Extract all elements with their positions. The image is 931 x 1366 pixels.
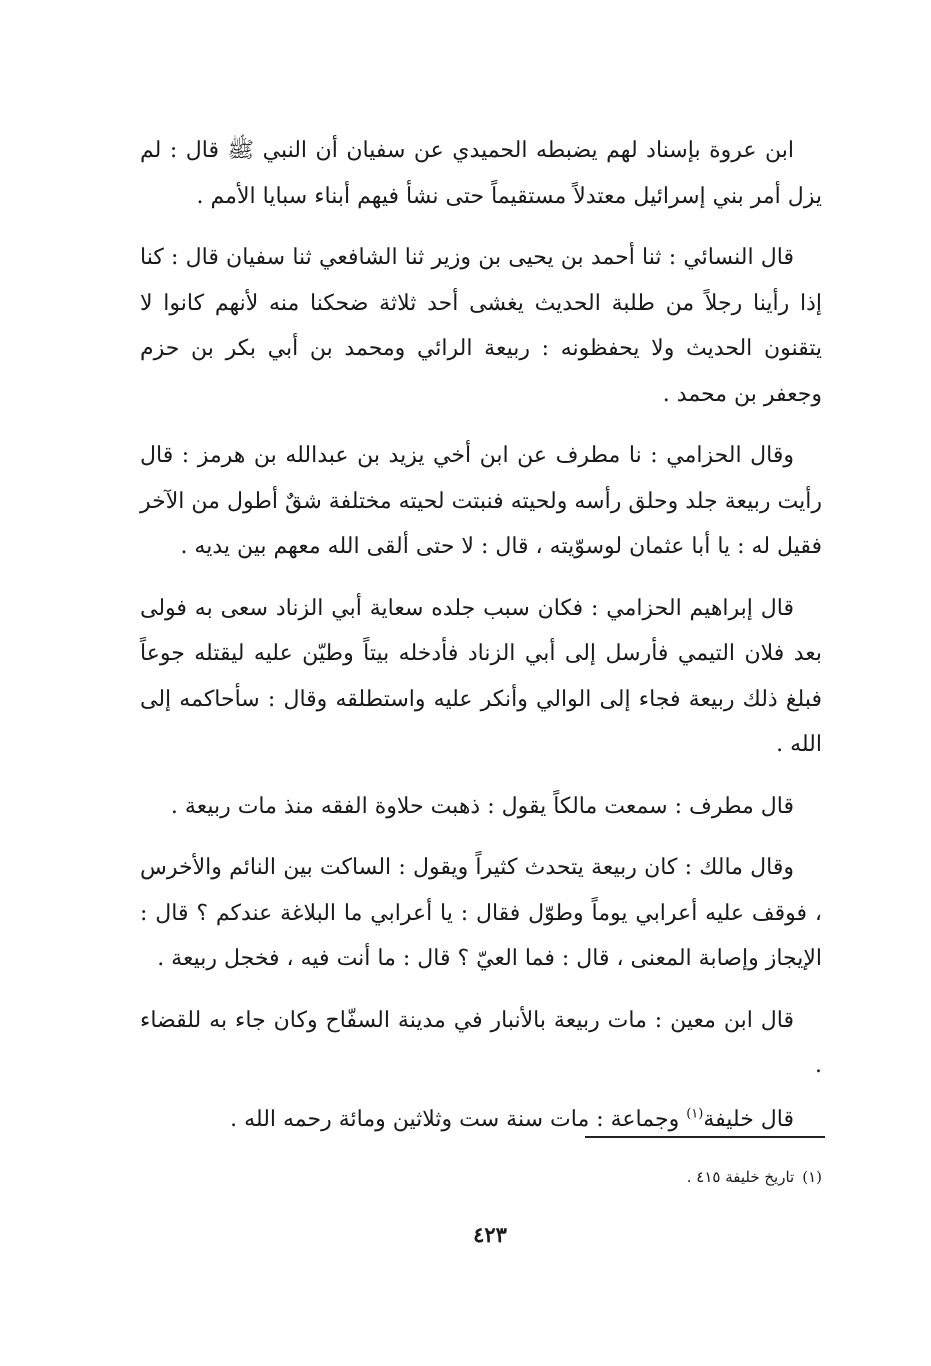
paragraph-8-end: وجماعة : مات سنة ست وثلاثين ومائة رحمه الله .: [230, 1106, 687, 1132]
paragraph-1: ابن عروة بإسناد لهم يضبطه الحميدي عن سفيان أن النبي ﷺ قال : لم يزل أمر بني إسرائيل معتدلاً مستقيماً حتى نشأ فيهم أبناء سبايا الأمم .: [140, 138, 822, 209]
paragraph-4: قال إبراهيم الحزامي : فكان سبب جلده سعاية أبي الزناد سعى به فولى بعد فلان التيمي فأرسل إلى أبي الزناد فأدخله بيتاً وطيّن عليه ليقتله جوعاً فبلغ ذلك ربيعة فجاء إلى الوالي وأنكر عليه واستطلقه وقال : سأحاكمه إلى الله .: [140, 595, 822, 757]
paragraph-3: وقال الحزامي : نا مطرف عن ابن أخي يزيد بن عبدالله بن هرمز : قال رأيت ربيعة جلد وحلق رأسه ولحيته فنبتت لحيته مختلفة شقٌ أطول من الآخر فقيل له : يا أبا عثمان لوسوّيته ، قال : لا حتى ألقى الله معهم بين يديه .: [140, 443, 822, 559]
footnote: [600, 1166, 822, 1188]
paragraph-5: قال مطرف : سمعت مالكاً يقول : ذهبت حلاوة الفقه منذ مات ربيعة .: [170, 793, 794, 819]
main-text: [140, 128, 822, 1158]
page-number: ٤٢٣: [473, 1222, 507, 1247]
footnote-number: (١): [802, 1168, 822, 1186]
paragraph-8-start: قال خليفة: [703, 1106, 794, 1132]
footnote-text: تاريخ خليفة ٤١٥ .: [686, 1168, 795, 1186]
paragraph-7: قال ابن معين : مات ربيعة بالأنبار في مدينة السفّاح وكان جاء به للقضاء .: [140, 1007, 822, 1078]
footnote-reference: (١): [686, 1106, 704, 1122]
paragraph-6: وقال مالك : كان ربيعة يتحدث كثيراً ويقول : الساكت بين النائم والأخرس ، فوقف عليه أعرابي يوماً وطوّل فقال : يا أعرابي ما البلاغة عندكم ؟ قال : الإيجاز وإصابة المعنى ، قال : فما العيّ ؟ قال : ما أنت فيه ، فخجل ربيعة .: [140, 855, 822, 971]
paragraph-2: قال النسائي : ثنا أحمد بن يحيى بن وزير ثنا الشافعي ثنا سفيان قال : كنا إذا رأينا رجلاً من طلبة الحديث يغشى أحد ثلاثة ضحكنا منه لأنهم كانوا لا يتقنون الحديث ولا يحفظونه : ربيعة الرائي ومحمد بن أبي بكر بن حزم وجعفر بن محمد .: [140, 245, 822, 407]
footnote-divider: [585, 1136, 825, 1138]
